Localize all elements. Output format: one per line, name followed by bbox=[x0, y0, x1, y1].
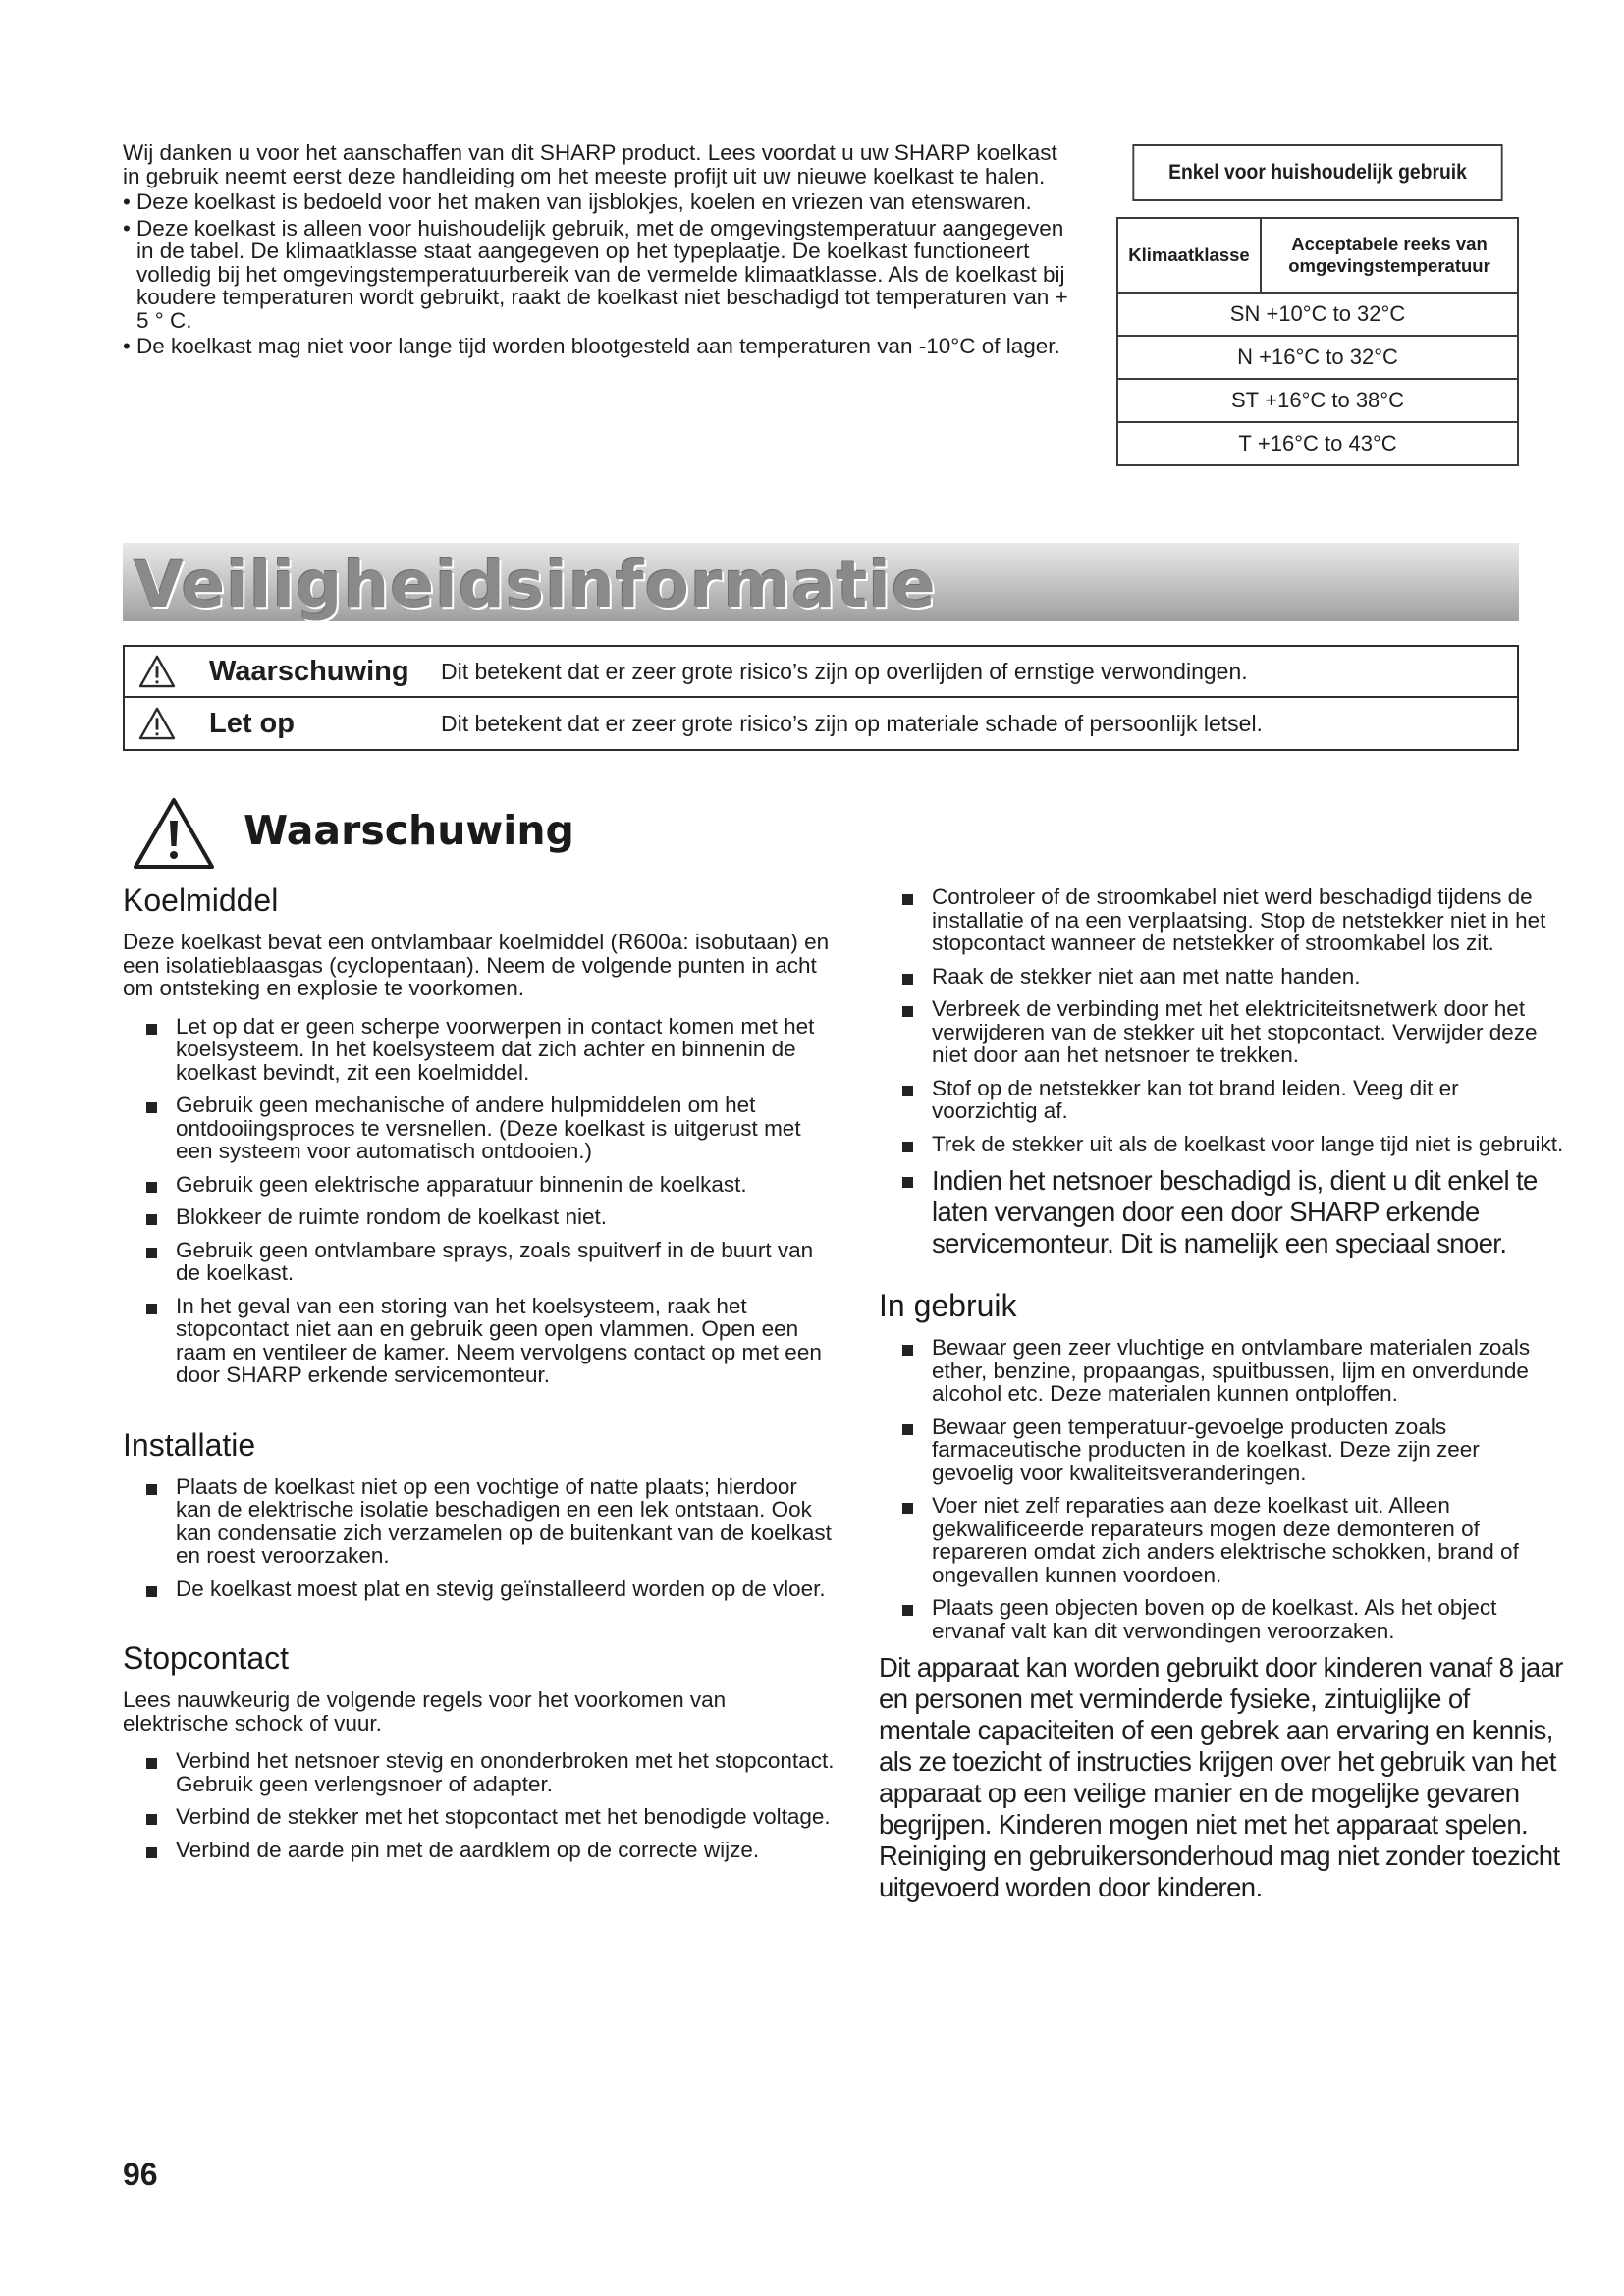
section-title-in-gebruik: In gebruik bbox=[879, 1288, 1017, 1323]
section-banner bbox=[123, 543, 1519, 621]
list-item: Verbind de aarde pin met de aardklem op de correcte wijze. bbox=[123, 1839, 835, 1862]
list-item: Gebruik geen elektrische apparatuur binnenin de koelkast. bbox=[123, 1173, 835, 1197]
intro-bullet: • Deze koelkast is alleen voor huishoudelijk gebruik, met de omgevingstemperatuur aangegeven in de tabel. De klimaatklasse staat aangegeven op het typeplaatje. De koelkast functioneert volledig bij het omgevingstemperatuurbereik van de vermelde klimaatklasse. Als de koelkast bij koudere temperaturen wordt gebruikt, raakt de koelkast niet beschadigd tot temperaturen van + 5 ° C. bbox=[123, 217, 1080, 333]
koelmiddel-list bbox=[123, 1015, 835, 1387]
bullet-square-icon bbox=[902, 1424, 913, 1435]
warning-triangle-icon bbox=[133, 797, 215, 870]
climate-table-row bbox=[1117, 293, 1518, 336]
list-item: In het geval van een storing van het koelsysteem, raak het stopcontact niet aan en gebruik geen open vlammen. Open een raam en ventileer de kamer. Neem vervolgens contact op met een door SHARP erkende servicemonteur. bbox=[123, 1295, 835, 1387]
warning-legend bbox=[123, 645, 1519, 751]
bullet-square-icon bbox=[146, 1586, 157, 1597]
climate-class: N bbox=[1237, 345, 1254, 369]
in-gebruik-list bbox=[879, 1336, 1566, 1903]
warning-triangle-icon bbox=[138, 655, 176, 688]
list-item: Bewaar geen temperatuur-gevoelge producten zoals farmaceutische producten in de koelkast. Deze zijn zeer gevoelig voor kwaliteitsveranderingen. bbox=[879, 1415, 1566, 1485]
climate-table-row bbox=[1117, 336, 1518, 379]
left-column bbox=[123, 881, 835, 1871]
caution-triangle-icon bbox=[138, 707, 176, 740]
intro-bullet: • Deze koelkast is bedoeld voor het maken van ijsblokjes, koelen en vriezen van etenswaren. bbox=[123, 190, 1080, 214]
bullet-square-icon bbox=[146, 1248, 157, 1258]
list-item: Controleer of de stroomkabel niet werd beschadigd tijdens de installatie of na een verplaatsing. Stop de netstekker niet in het stopcontact wanneer de netstekker of stroomkabel los zit. bbox=[879, 885, 1566, 955]
list-item: Stof op de netstekker kan tot brand leiden. Veeg dit er voorzichtig af. bbox=[879, 1077, 1566, 1123]
bullet-square-icon bbox=[146, 1102, 157, 1113]
list-item: Bewaar geen zeer vluchtige en ontvlambare materialen zoals ether, benzine, propaangas, spuitbussen, lijm en onverdunde alcohol etc. Deze materialen kunnen ontploffen. bbox=[879, 1336, 1566, 1406]
bullet-square-icon bbox=[902, 1006, 913, 1017]
temperature-range: +16°C to 43°C bbox=[1257, 431, 1397, 455]
bullet-square-icon bbox=[902, 1345, 913, 1356]
bullet-square-icon bbox=[146, 1024, 157, 1035]
stopcontact-list bbox=[123, 1749, 835, 1861]
intro-paragraph: Wij danken u voor het aanschaffen van dit SHARP product. Lees voordat u uw SHARP koelkast in gebruik neemt eerst deze handleiding om het meeste profijt uit uw nieuwe koelkast te halen. bbox=[123, 140, 1057, 188]
installatie-list bbox=[123, 1475, 835, 1601]
page-number: 96 bbox=[123, 2157, 158, 2192]
bullet-square-icon bbox=[146, 1758, 157, 1769]
climate-class: ST bbox=[1231, 388, 1260, 412]
bullet-square-icon bbox=[146, 1847, 157, 1858]
section-title-koelmiddel: Koelmiddel bbox=[123, 882, 279, 918]
list-item: Verbind de stekker met het stopcontact met het benodigde voltage. bbox=[123, 1805, 835, 1829]
legend-label: Let op bbox=[209, 707, 295, 739]
legend-label: Waarschuwing bbox=[209, 655, 409, 687]
list-item: Plaats geen objecten boven op de koelkast. Als het object ervanaf valt kan dit verwondingen veroorzaken. bbox=[879, 1596, 1566, 1642]
section-title-installatie: Installatie bbox=[123, 1426, 256, 1463]
bullet-square-icon bbox=[902, 1503, 913, 1514]
bullet-square-icon bbox=[146, 1214, 157, 1225]
list-item: Let op dat er geen scherpe voorwerpen in contact komen met het koelsysteem. In het koelsysteem dat zich achter en binnenin de koelkast bevindt, zit een koelmiddel. bbox=[123, 1015, 835, 1085]
intro-bullet: • De koelkast mag niet voor lange tijd worden blootgesteld aan temperaturen van -10°C of lager. bbox=[123, 335, 1080, 358]
list-item: Gebruik geen ontvlambare sprays, zoals spuitverf in de buurt van de koelkast. bbox=[123, 1239, 835, 1285]
list-item: Verbreek de verbinding met het elektriciteitsnetwerk door het verwijderen van de stekker uit het stopcontact. Verwijder deze niet door aan het netsnoer te trekken. bbox=[879, 997, 1566, 1067]
bullet-square-icon bbox=[902, 894, 913, 905]
bullet-square-icon bbox=[902, 1086, 913, 1096]
bullet-square-icon bbox=[146, 1304, 157, 1314]
temperature-range: +10°C to 32°C bbox=[1266, 301, 1406, 326]
list-item: Indien het netsnoer beschadigd is, dient u dit enkel te laten vervangen door een door SHARP erkende servicemonteur. Dit is namelijk een speciaal snoer. bbox=[879, 1165, 1566, 1259]
household-use-label: Enkel voor huishoudelijk gebruik bbox=[1168, 161, 1467, 184]
legend-description: Dit betekent dat er zeer grote risico’s zijn op materiale schade of persoonlijk letsel. bbox=[441, 710, 1263, 736]
stopcontact-paragraph: Lees nauwkeurig de volgende regels voor het voorkomen van elektrische schock of vuur. bbox=[123, 1687, 727, 1735]
intro-section bbox=[123, 141, 1080, 361]
temperature-range: +16°C to 38°C bbox=[1265, 388, 1404, 412]
list-item: Blokkeer de ruimte rondom de koelkast niet. bbox=[123, 1205, 835, 1229]
temperature-range: +16°C to 32°C bbox=[1259, 345, 1398, 369]
climate-class-table bbox=[1116, 217, 1519, 466]
legend-row-warning bbox=[125, 647, 1517, 698]
list-item: Voer niet zelf reparaties aan deze koelkast uit. Alleen gekwalificeerde reparateurs mogen deze demonteren of repareren omdat zich anders elektrische schokken, brand of ongevallen kunnen voordoen. bbox=[879, 1494, 1566, 1586]
bullet-square-icon bbox=[902, 974, 913, 985]
section-title-stopcontact: Stopcontact bbox=[123, 1640, 289, 1676]
warning-heading: Waarschuwing bbox=[244, 807, 574, 854]
temperature-range-header: Acceptabele reeks van omgevingstemperatuur bbox=[1261, 218, 1518, 293]
stopcontact-continued-list bbox=[879, 885, 1566, 1259]
climate-class: T bbox=[1238, 431, 1252, 455]
legend-description: Dit betekent dat er zeer grote risico’s zijn op overlijden of ernstige verwondingen. bbox=[441, 658, 1248, 684]
climate-table-row bbox=[1117, 422, 1518, 465]
right-column bbox=[879, 885, 1566, 1913]
list-item: Verbind het netsnoer stevig en ononderbroken met het stopcontact. Gebruik geen verlengsnoer of adapter. bbox=[123, 1749, 835, 1795]
climate-class-header: Klimaatklasse bbox=[1117, 218, 1261, 293]
bullet-square-icon bbox=[146, 1814, 157, 1825]
household-use-box bbox=[1132, 144, 1502, 201]
legend-row-caution bbox=[125, 698, 1517, 749]
climate-table-row bbox=[1117, 379, 1518, 422]
intro-bullets bbox=[123, 190, 1080, 358]
bullet-square-icon bbox=[902, 1142, 913, 1152]
list-item: Gebruik geen mechanische of andere hulpmiddelen om het ontdooiingsproces te versnellen. (Deze koelkast is uitgerust met een systeem voor automatisch ontdooien.) bbox=[123, 1094, 835, 1163]
climate-class: SN bbox=[1229, 301, 1261, 326]
list-item: Dit apparaat kan worden gebruikt door kinderen vanaf 8 jaar en personen met verminderde fysieke, zintuiglijke of mentale capaciteiten of een gebrek aan ervaring en kennis, als ze toezicht of instructies krijgen over het gebruik van het apparaat op een veilige manier en de mogelijke gevaren begrijpen. Kinderen mogen niet met het apparaat spelen. Reiniging en gebruikersonderhoud mag niet zonder toezicht uitgevoerd worden door kinderen. bbox=[879, 1652, 1563, 1902]
list-item: Plaats de koelkast niet op een vochtige of natte plaats; hierdoor kan de elektrische isolatie beschadigen en een lek ontstaan. Ook kan condensatie zich verzamelen op de buitenkant van de koelkast en roest veroorzaken. bbox=[123, 1475, 835, 1568]
banner-title: Veiligheidsinformatie bbox=[134, 547, 937, 622]
list-item: De koelkast moest plat en stevig geïnstalleerd worden op de vloer. bbox=[123, 1577, 835, 1601]
koelmiddel-paragraph: Deze koelkast bevat een ontvlambaar koelmiddel (R600a: isobutaan) en een isolatieblaasgas (cyclopentaan). Neem de volgende punten in acht om ontsteking en explosie te voorkomen. bbox=[123, 930, 830, 1000]
bullet-square-icon bbox=[146, 1182, 157, 1193]
list-item: Raak de stekker niet aan met natte handen. bbox=[879, 965, 1566, 988]
bullet-square-icon bbox=[902, 1605, 913, 1616]
climate-table-header-row bbox=[1117, 218, 1518, 293]
bullet-square-icon bbox=[902, 1177, 913, 1188]
bullet-square-icon bbox=[146, 1484, 157, 1495]
list-item: Trek de stekker uit als de koelkast voor lange tijd niet is gebruikt. bbox=[879, 1133, 1566, 1156]
